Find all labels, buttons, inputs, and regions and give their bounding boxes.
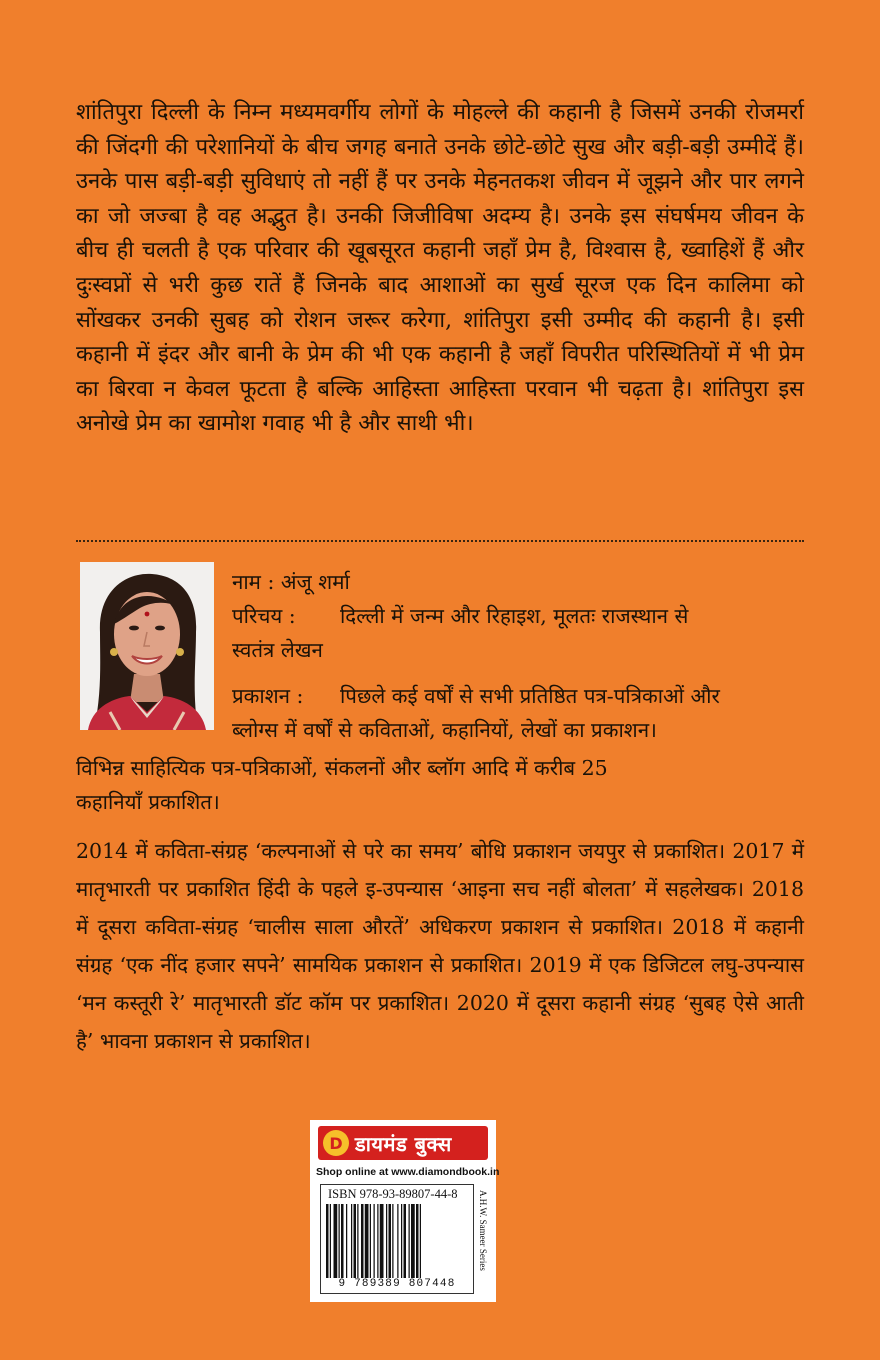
barcode-icon [326,1204,468,1278]
publication-text-4: कहानियाँ प्रकाशित। [76,790,220,814]
publication-text: पिछले कई वर्षों से सभी प्रतिष्ठित पत्र-पत्रिकाओं और [340,684,720,708]
publisher-logo [318,1126,488,1160]
barcode-digits: 9 789389 807448 [338,1278,456,1290]
publication-text-2: ब्लोग्स में वर्षों से कविताओं, कहानियों, लेखों का प्रकाशन। [232,718,657,742]
diamond-icon: D [323,1130,349,1156]
intro-text: दिल्ली में जन्म और रिहाइश, मूलतः राजस्थान से [340,604,689,628]
series-name: A.H.W. Sameer Series [478,1190,488,1271]
shop-online-text: Shop online at www.diamondbook.in [316,1166,500,1178]
book-blurb: शांतिपुरा दिल्ली के निम्न मध्यमवर्गीय लोगों के मोहल्ले की कहानी है जिसमें उनकी रोजमर्रा की जिंदगी की परेशानियों के बीच जगह बनाते उनके छोटे-छोटे सुख और बड़ी-बड़ी उम्मीदें हैं। उनके पास बड़ी-बड़ी सुविधाएं तो नहीं हैं पर उनके मेहनतकश जीवन में जूझने और पार लगने का जो जज्बा है वह अद्भुत है। उनकी जिजीविषा अदम्य है। उनके इस संघर्षमय जीवन के बीच ही चलती है एक परिवार की खूबसूरत कहानी जहाँ प्रेम है, विश्वास है, ख्वाहिशें हैं और दुःस्वप्नों से भरी कुछ रातें हैं जिनके बाद आशाओं का सुर्ख सूरज एक दिन कालिमा को सोंखकर उनकी सुबह को रोशन जरूर करेगा, शांतिपुरा इसी उम्मीद की कहानी है। इसी कहानी में इंदर और बानी के प्रेम की भी एक कहानी है जहाँ विपरीत परिस्थितियों में भी प्रेम का बिरवा न केवल फूटता है बल्कि आहिस्ता आहिस्ता परवान भी चढ़ता है। शांतिपुरा इस अनोखे प्रेम का खामोश गवाह भी है और साथी भी। [76,100,804,437]
intro-text-2: स्वतंत्र लेखन [232,638,323,662]
author-photo [80,562,214,730]
isbn-text: ISBN 978-93-89807-44-8 [328,1187,458,1201]
author-name: नाम : अंजू शर्मा [232,570,350,594]
section-divider [76,540,804,542]
publication-text-3: विभिन्न साहित्यिक पत्र-पत्रिकाओं, संकलनों और ब्लॉग आदि में करीब 25 [76,756,608,780]
publication-history: 2014 में कविता-संग्रह ‘कल्पनाओं से परे का समय’ बोधि प्रकाशन जयपुर से प्रकाशित। 2017 में मातृभारती पर प्रकाशित हिंदी के पहले इ-उपन्यास ‘आइना सच नहीं बोलता’ में सहलेखक। 2018 में दूसरा कविता-संग्रह ‘चालीस साला औरतें’ अधिकरण प्रकाशन से प्रकाशित। 2018 में कहानी संग्रह ‘एक नींद हजार सपने’ सामयिक प्रकाशन से प्रकाशित। 2019 में एक डिजिटल लघु-उपन्यास ‘मन कस्तूरी रे’ मातृभारती डॉट कॉम पर प्रकाशित। 2020 में दूसरा कहानी संग्रह ‘सुबह ऐसे आती है’ भावना प्रकाशन से प्रकाशित। [76,839,804,1053]
publisher-name: डायमंड बुक्स [355,1131,452,1156]
publication-label: प्रकाशन : [232,684,304,708]
publisher-panel [310,1120,500,1302]
intro-label: परिचय : [232,604,296,628]
